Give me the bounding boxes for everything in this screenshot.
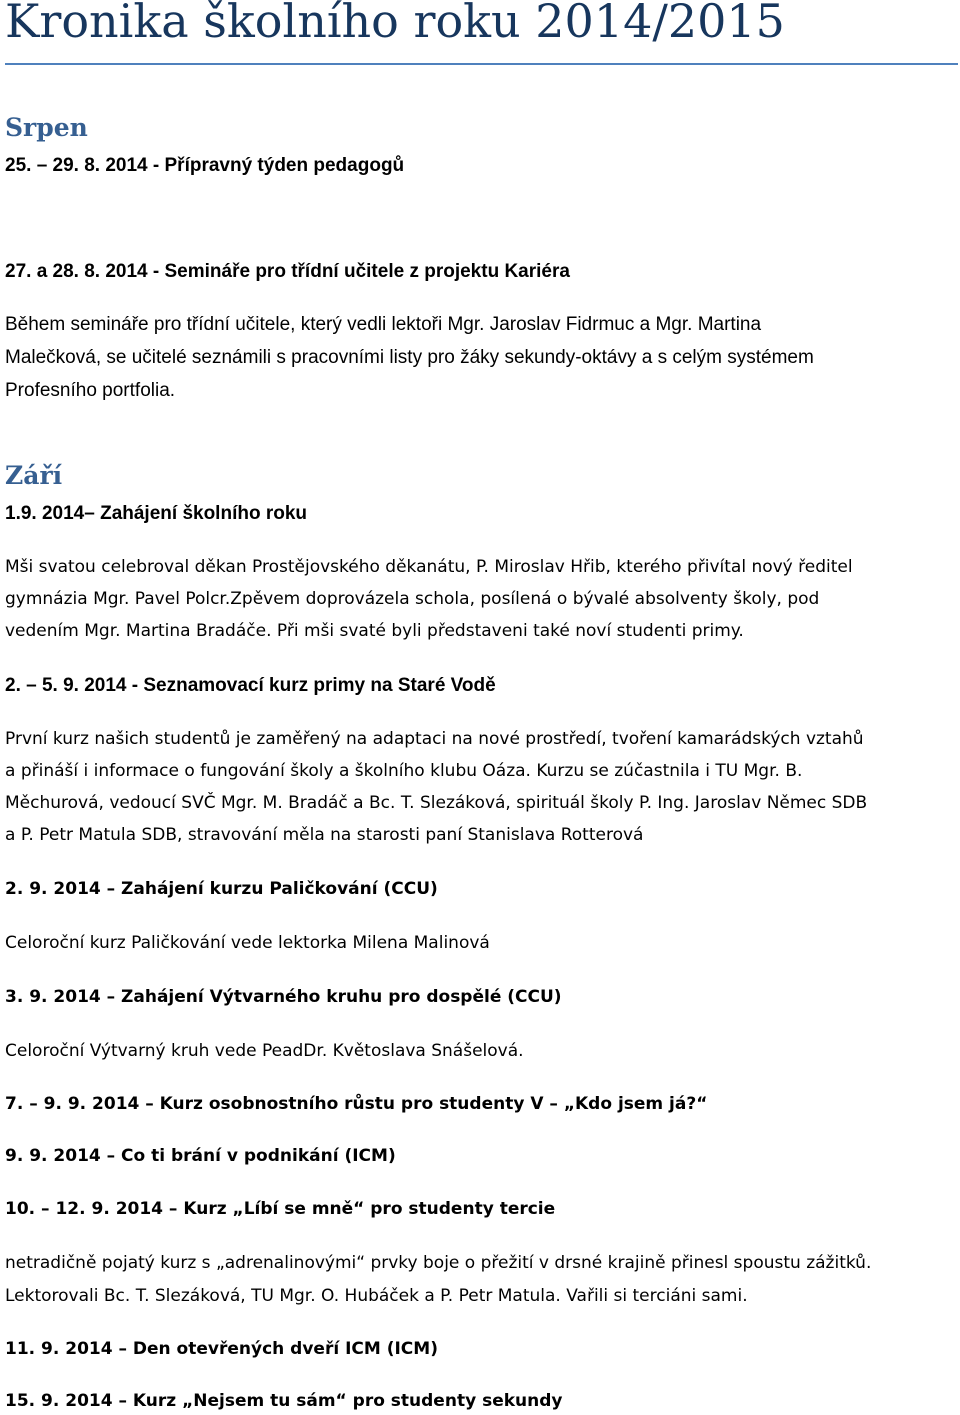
paragraph-line: Malečková, se učitelé seznámili s pracovními listy pro žáky sekundy-oktávy a s celým systémem	[5, 347, 814, 368]
entry-heading: 15. 9. 2014 – Kurz „Nejsem tu sám“ pro studenty sekundy	[5, 1391, 563, 1411]
document-title: Kronika školního roku 2014/2015	[5, 0, 785, 48]
heading-srpen: Srpen	[5, 113, 88, 142]
entry-heading: 10. – 12. 9. 2014 – Kurz „Líbí se mně“ pro studenty tercie	[5, 1199, 556, 1219]
paragraph-line: vedením Mgr. Martina Bradáče. Při mši svaté byli představeni také noví studenti primy.	[5, 621, 744, 641]
entry-heading: 9. 9. 2014 – Co ti brání v podnikání (ICM)	[5, 1146, 396, 1166]
heading-zari: Září	[5, 461, 63, 490]
paragraph-line: Celoroční Výtvarný kruh vede PeadDr. Květoslava Snášelová.	[5, 1041, 524, 1061]
entry-heading: 27. a 28. 8. 2014 - Semináře pro třídní učitele z projektu Kariéra	[5, 261, 570, 282]
paragraph-line: a přináší i informace o fungování školy a školního klubu Oáza. Kurzu se zúčastnila i TU Mgr. B.	[5, 761, 803, 781]
paragraph-line: Lektorovali Bc. T. Slezáková, TU Mgr. O. Hubáček a P. Petr Matula. Vařili si terciáni sami.	[5, 1286, 748, 1306]
title-underline	[5, 63, 958, 65]
paragraph-line: První kurz našich studentů je zaměřený na adaptaci na nové prostředí, tvoření kamarádských vztahů	[5, 729, 864, 749]
paragraph-line: Profesního portfolia.	[5, 380, 176, 401]
entry-heading: 7. – 9. 9. 2014 – Kurz osobnostního růstu pro studenty V – „Kdo jsem já?“	[5, 1094, 708, 1114]
paragraph-line: gymnázia Mgr. Pavel Polcr.Zpěvem doprovázela schola, posílená o bývalé absolventy školy, pod	[5, 589, 820, 609]
paragraph-line: Celoroční kurz Paličkování vede lektorka Milena Malinová	[5, 933, 490, 953]
entry-heading: 3. 9. 2014 – Zahájení Výtvarného kruhu pro dospělé (CCU)	[5, 987, 562, 1007]
entry-heading: 1.9. 2014– Zahájení školního roku	[5, 503, 308, 524]
entry-heading: 11. 9. 2014 – Den otevřených dveří ICM (ICM)	[5, 1339, 438, 1359]
entry-heading: 25. – 29. 8. 2014 - Přípravný týden pedagogů	[5, 155, 405, 176]
paragraph-line: Mši svatou celebroval děkan Prostějovského děkanátu, P. Miroslav Hřib, kterého přivítal nový ředitel	[5, 557, 853, 577]
paragraph-line: Měchurová, vedoucí SVČ Mgr. M. Bradáč a Bc. T. Slezáková, spirituál školy P. Ing. Jaroslav Němec SDB	[5, 793, 868, 813]
entry-heading: 2. – 5. 9. 2014 - Seznamovací kurz primy na Staré Vodě	[5, 675, 496, 696]
entry-heading: 2. 9. 2014 – Zahájení kurzu Paličkování (CCU)	[5, 879, 438, 899]
paragraph-line: Během semináře pro třídní učitele, který vedli lektoři Mgr. Jaroslav Fidrmuc a Mgr. Martina	[5, 314, 762, 335]
paragraph-line: a P. Petr Matula SDB, stravování měla na starosti paní Stanislava Rotterová	[5, 825, 644, 845]
paragraph-line: netradičně pojatý kurz s „adrenalinovými“ prvky boje o přežití v drsné krajině přinesl spoustu zážitků.	[5, 1253, 872, 1273]
